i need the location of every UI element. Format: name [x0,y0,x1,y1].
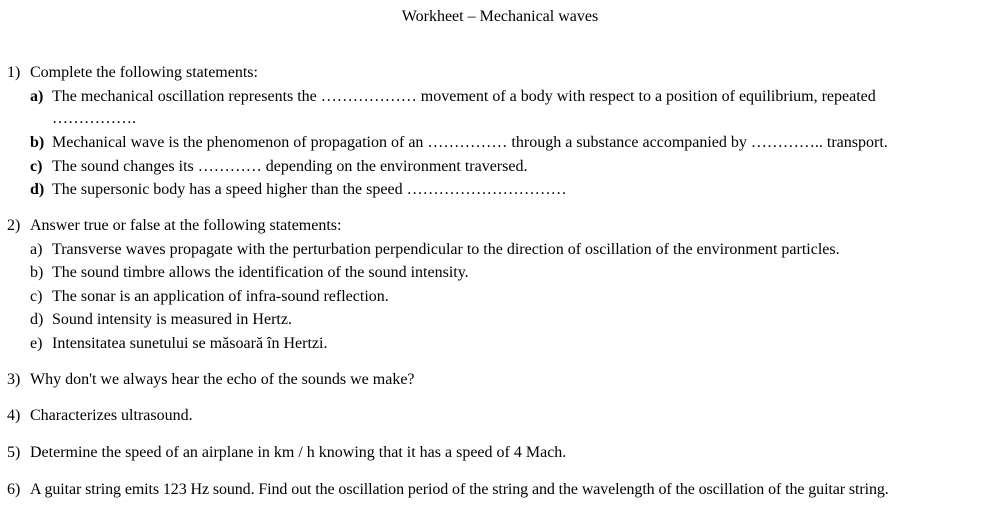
question-text: Characterizes ultrasound. [30,407,193,424]
statement-blank: ……………. [52,110,136,127]
question-text: Answer true or false at the following statements: [30,217,342,234]
question-number: 1) [7,64,21,81]
question-text: Why don't we always hear the echo of the sounds we make? [30,371,415,388]
question-number: 2) [7,217,21,234]
statement-text: Mechanical wave is the phenomenon of propagation of an …………… through a substance accompanied by ………….. transport. [52,134,888,151]
question-text: Complete the following statements: [30,64,258,81]
statement-text: Intensitatea sunetului se măsoară în Hertzi. [52,335,328,352]
statement-label: b) [30,134,45,151]
statement-label: c) [30,158,43,175]
statement-label: a) [30,241,43,258]
statement-text: The sonar is an application of infra-sound reflection. [52,288,389,305]
question-number: 4) [7,407,21,424]
statement-text: The sound changes its ………… depending on the environment traversed. [52,158,528,175]
question-text: Determine the speed of an airplane in km / h knowing that it has a speed of 4 Mach. [30,444,567,461]
statement-label: d) [30,311,44,328]
statement-label: e) [30,335,43,352]
statement-text: The mechanical oscillation represents the ……………… movement of a body with respect to a position of equilibrium, repeated [52,88,876,105]
statement-label: d) [30,181,45,198]
statement-text: Sound intensity is measured in Hertz. [52,311,292,328]
question-number: 5) [7,444,21,461]
statement-text: The supersonic body has a speed higher than the speed ………………………… [52,181,567,198]
statement-text: Transverse waves propagate with the perturbation perpendicular to the direction of oscillation of the environment particles. [52,241,840,258]
worksheet-title: Workheet – Mechanical waves [401,8,599,25]
question-number: 3) [7,371,21,388]
statement-text: The sound timbre allows the identification of the sound intensity. [52,264,469,281]
question-text: A guitar string emits 123 Hz sound. Find out the oscillation period of the string and the wavelength of the oscillation of the guitar string. [30,481,889,498]
question-number: 6) [7,481,21,498]
statement-label: c) [30,288,43,305]
statement-label: a) [30,88,44,105]
statement-label: b) [30,264,44,281]
